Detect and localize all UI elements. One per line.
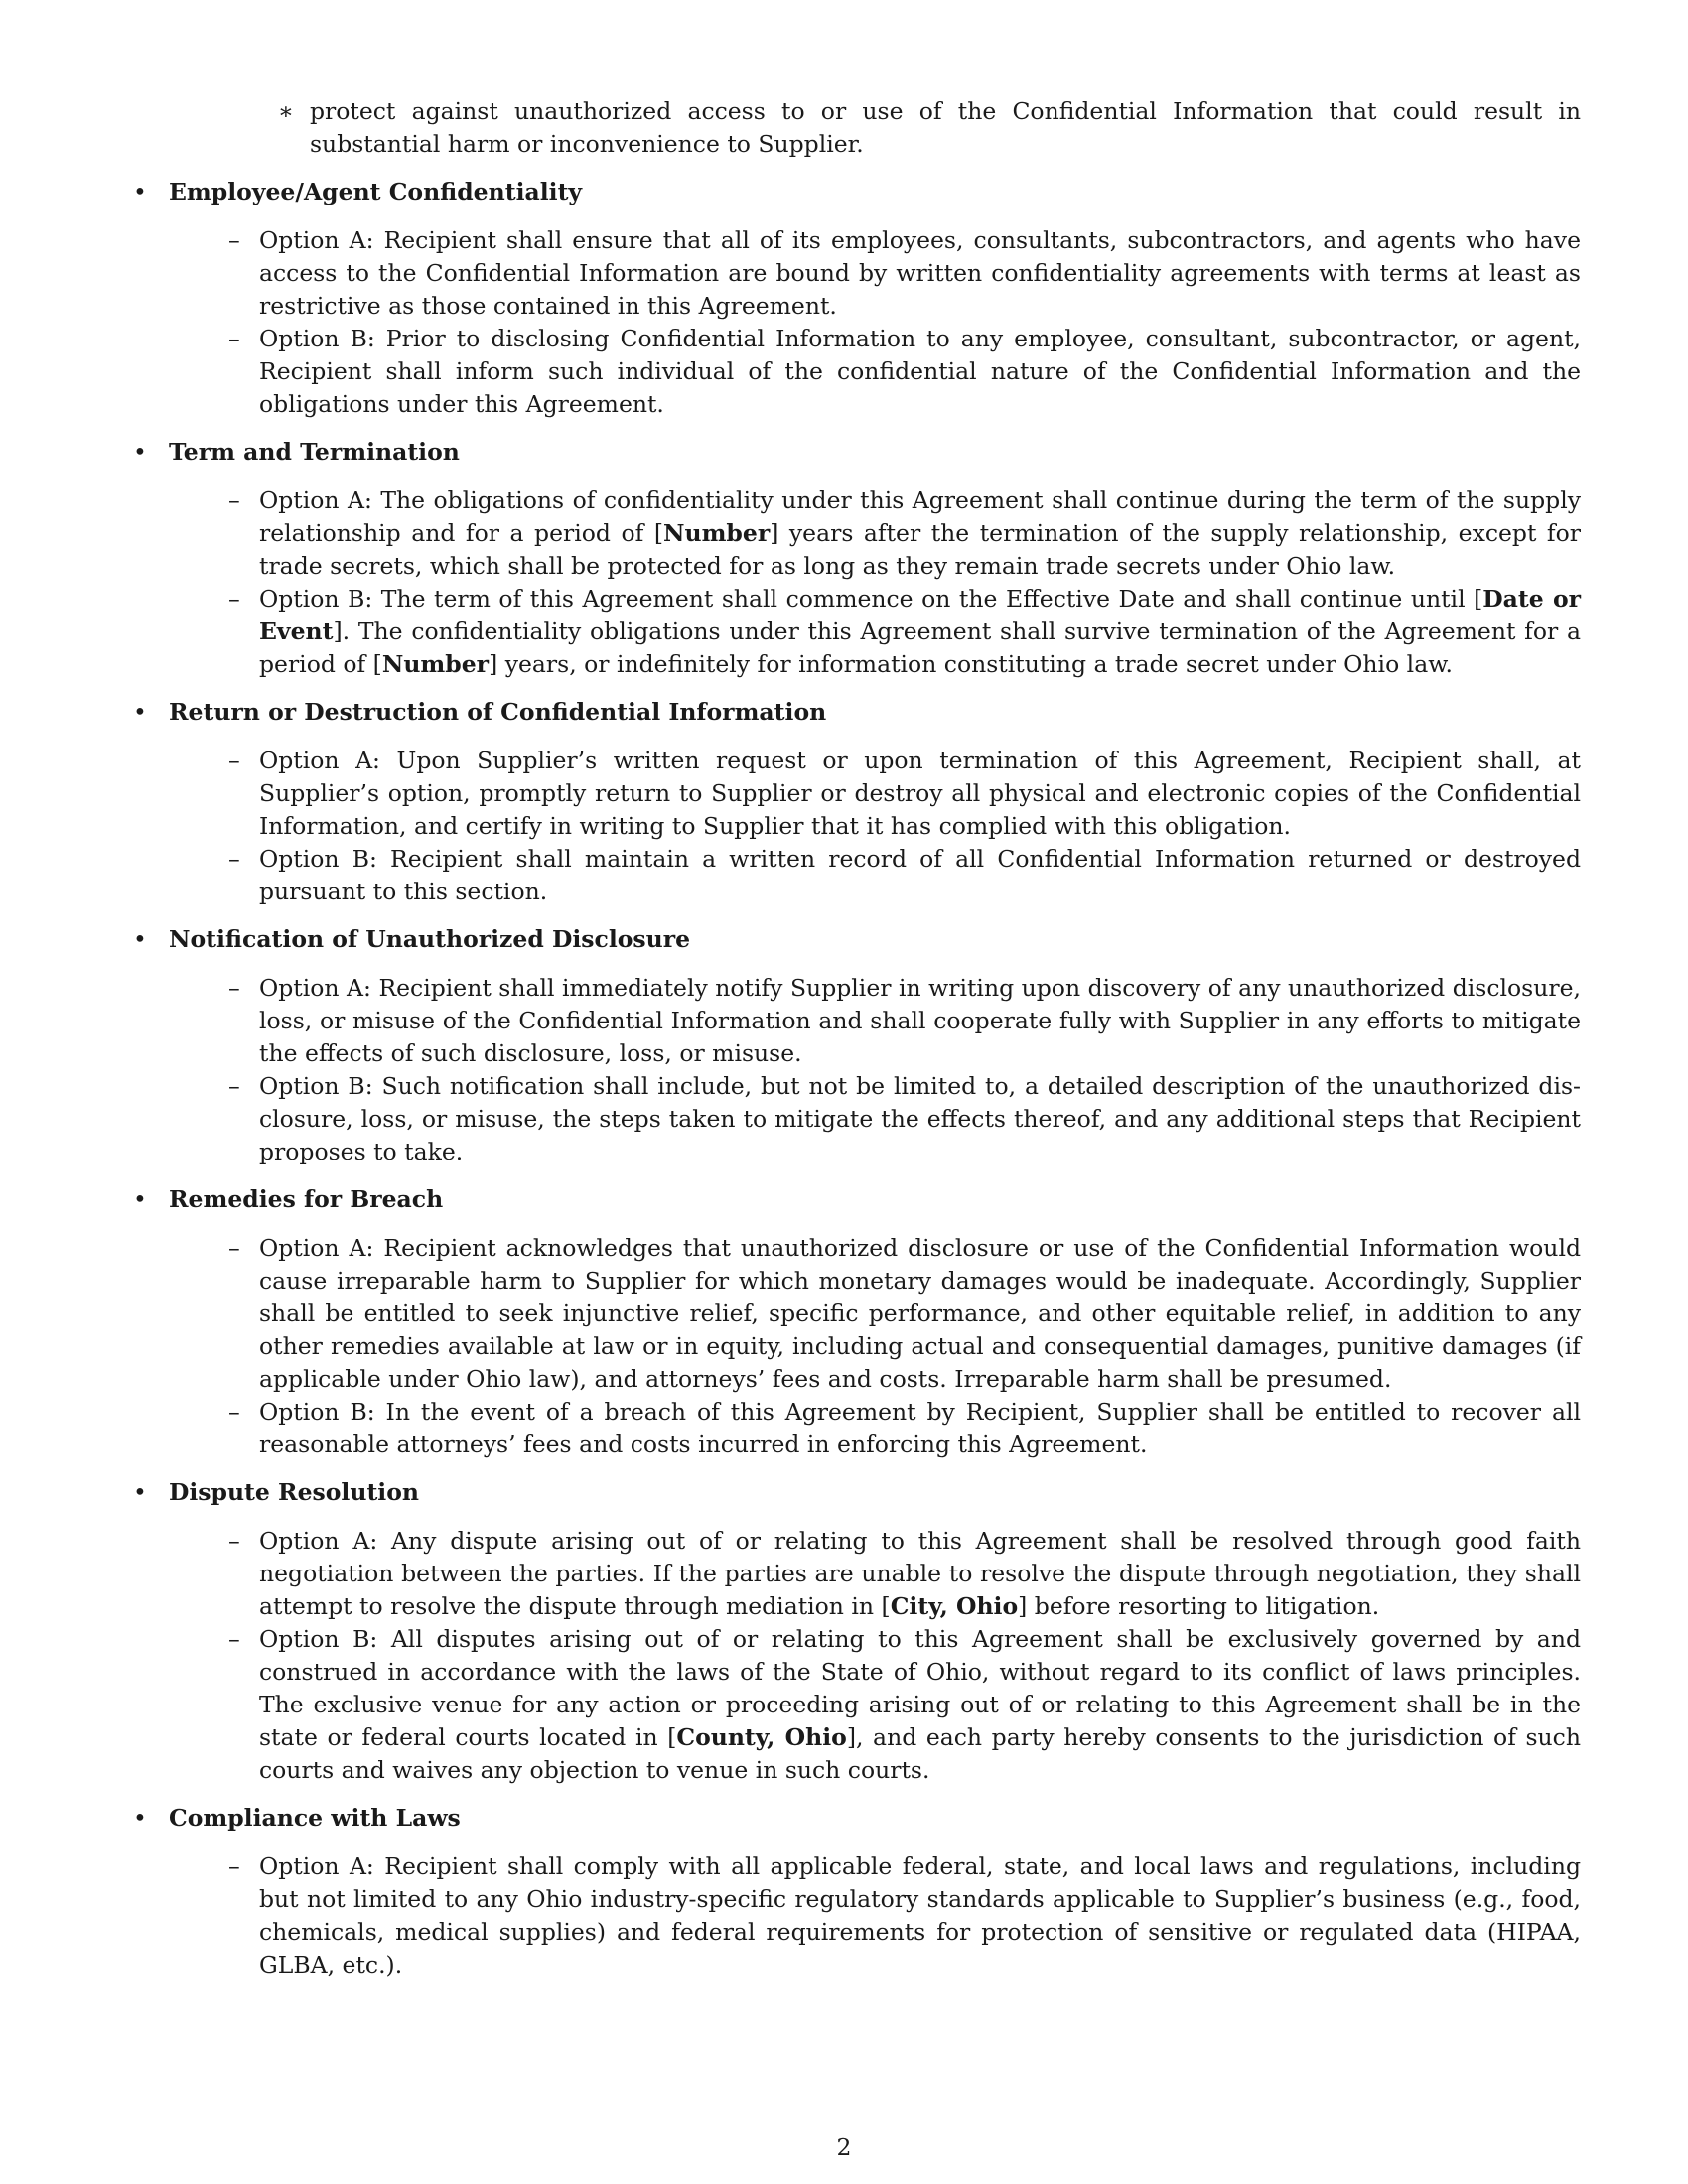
option-item [228,1525,1581,1623]
dash-bullet-icon: – [228,1234,240,1262]
clause-section [129,1476,1581,1787]
option-item [228,484,1581,583]
section-heading [129,923,1581,956]
option-item [228,843,1581,908]
option-text: Option A: The obligations of confidentiality under this Agreement shall continue during the term of the supply relationship and for a period of [ [259,486,1581,547]
option-text: Option B: All disputes arising out of or relating to this Agreement shall be exclusively governed by and construed in accordance with the laws of the State of Ohio, without regard to its conflict of laws principles. The exclusive venue for any action or proceeding arising out of or relating to this Agreement shall be in the state or federal courts located in [ [259,1625,1581,1751]
option-item [228,1850,1581,1981]
option-text: Option A: Any dispute arising out of or relating to this Agreement shall be resolved through good faith negotiation between the parties. If the parties are unable to resolve the dispute through negotiation, they shall attempt to resolve the dispute through mediation in [ [259,1527,1581,1620]
option-item [228,583,1581,681]
option-text: Option A: Recipient shall ensure that all of its employees, consultants, subcontractors, and agents who have access to the Confidential Information are bound by written confidentiality agreements with terms at least as restrictive as those contained in this Agreement. [259,226,1581,320]
dash-bullet-icon: – [228,747,240,774]
option-list [129,484,1581,681]
bullet-icon: • [133,1478,147,1506]
option-text: ] before resorting to litigation. [1018,1592,1380,1620]
section-heading-text: Return or Destruction of Confidential Information [169,698,827,726]
continuation-text: protect against unauthorized access to or use of the Confidential Information that could result in substantial harm or inconvenience to Supplier. [310,97,1581,158]
clause-section [129,436,1581,681]
option-list [129,1850,1581,1981]
section-heading-text: Term and Termination [169,438,460,466]
option-list [129,1525,1581,1787]
clause-section [129,1802,1581,1981]
option-text: ] years, or indefinitely for information constituting a trade secret under Ohio law. [489,650,1454,678]
section-heading [129,696,1581,729]
option-item [228,1070,1581,1168]
placeholder-field: City, Ohio [890,1592,1019,1620]
dash-bullet-icon: – [228,974,240,1002]
option-text: Option B: Such notification shall include, but not be limited to, a detailed description of the unauthorized disclosure, loss, or misuse, the steps taken to mitigate the effects thereof, and any additional steps that Recipient proposes to take. [259,1072,1581,1165]
bullet-icon: • [133,1804,147,1832]
option-list [129,224,1581,421]
option-text: Option B: The term of this Agreement shall commence on the Effective Date and shall continue until [ [259,585,1483,613]
bullet-icon: • [133,438,147,466]
continuation-list-item [278,95,1581,161]
option-text: Option A: Recipient acknowledges that unauthorized disclosure or use of the Confidential Information would cause irreparable harm to Supplier for which monetary damages would be inadequate. Accordingly, Supplier shall be entitled to seek injunctive relief, specific performance, and other equitable relief, in addition to any other remedies available at law or in equity, including actual and consequential damages, punitive damages (if applicable under Ohio law), and attorneys’ fees and costs. Irreparable harm shall be presumed. [259,1234,1581,1393]
option-text: Option B: Recipient shall maintain a written record of all Confidential Information returned or destroyed pursuant to this section. [259,845,1581,905]
section-heading [129,1476,1581,1509]
placeholder-field: County, Ohio [676,1723,847,1751]
dash-bullet-icon: – [228,1527,240,1555]
bullet-icon: • [133,1185,147,1213]
option-text: Option B: In the event of a breach of this Agreement by Recipient, Supplier shall be entitled to recover all reasonable attorneys’ fees and costs incurred in enforcing this Agreement. [259,1398,1581,1458]
clause-section [129,176,1581,421]
option-text: ]. The confidentiality obligations under this Agreement shall survive termination of the Agreement for a period of [ [259,617,1581,678]
placeholder-field: Number [381,650,490,678]
dash-bullet-icon: – [228,1398,240,1426]
option-text: ], and each party hereby consents to the jurisdiction of such courts and waives any objection to venue in such courts. [259,1723,1581,1784]
option-text: Option A: Recipient shall immediately notify Supplier in writing upon discovery of any unauthorized disclosure, loss, or misuse of the Confidential Information and shall cooperate fully with Supplier in any efforts to mitigate the effects of such disclosure, loss, or misuse. [259,974,1581,1067]
option-text: Option B: Prior to disclosing Confidential Information to any employee, consultant, subcontractor, or agent, Recipient shall inform such individual of the confidential nature of the Confidential Information and the obligations under this Agreement. [259,325,1581,418]
dash-bullet-icon: – [228,226,240,254]
dash-bullet-icon: – [228,585,240,613]
option-text: Option A: Recipient shall comply with all applicable federal, state, and local laws and regulations, including but not limited to any Ohio industry-specific regulatory standards applicable to Supplier’s business (e.g., food, chemicals, medical supplies) and federal requirements for protection of sensitive or regulated data (HIPAA, GLBA, etc.). [259,1852,1581,1979]
section-heading-text: Dispute Resolution [169,1478,419,1506]
clause-section [129,923,1581,1168]
dash-bullet-icon: – [228,1625,240,1653]
dash-bullet-icon: – [228,1852,240,1880]
option-item [228,745,1581,843]
option-text: Option A: Upon Supplier’s written request or upon termination of this Agreement, Recipient shall, at Supplier’s option, promptly return to Supplier or destroy all physical and electronic copies of the Confidential Information, and certify in writing to Supplier that it has complied with this obligation. [259,747,1581,840]
option-item [228,224,1581,323]
option-text: ] years after the termination of the supply relationship, except for trade secrets, which shall be protected for as long as they remain trade secrets under Ohio law. [259,519,1581,580]
section-heading-text: Remedies for Breach [169,1185,444,1213]
option-list [129,972,1581,1168]
section-heading [129,176,1581,208]
dash-bullet-icon: – [228,1072,240,1100]
bullet-icon: • [133,925,147,953]
section-heading-text: Compliance with Laws [169,1804,461,1832]
option-item [228,1396,1581,1461]
section-heading-text: Notification of Unauthorized Disclosure [169,925,691,953]
page-number: 2 [836,2133,852,2161]
asterisk-bullet-icon: ∗ [278,97,294,125]
option-list [129,745,1581,908]
section-heading [129,436,1581,469]
section-heading [129,1802,1581,1835]
clause-section [129,696,1581,908]
placeholder-field: Number [663,519,771,547]
dash-bullet-icon: – [228,486,240,514]
option-item [228,972,1581,1070]
section-heading-text: Employee/Agent Confidentiality [169,178,583,205]
option-item [228,1232,1581,1396]
dash-bullet-icon: – [228,845,240,873]
bullet-icon: • [133,178,147,205]
option-item [228,323,1581,421]
option-list [129,1232,1581,1461]
option-item [228,1623,1581,1787]
clause-section [129,1183,1581,1461]
section-heading [129,1183,1581,1216]
document-body [129,95,1581,1981]
clause-sections [129,176,1581,1981]
placeholder-field: Date or Event [259,585,1582,645]
dash-bullet-icon: – [228,325,240,352]
bullet-icon: • [133,698,147,726]
